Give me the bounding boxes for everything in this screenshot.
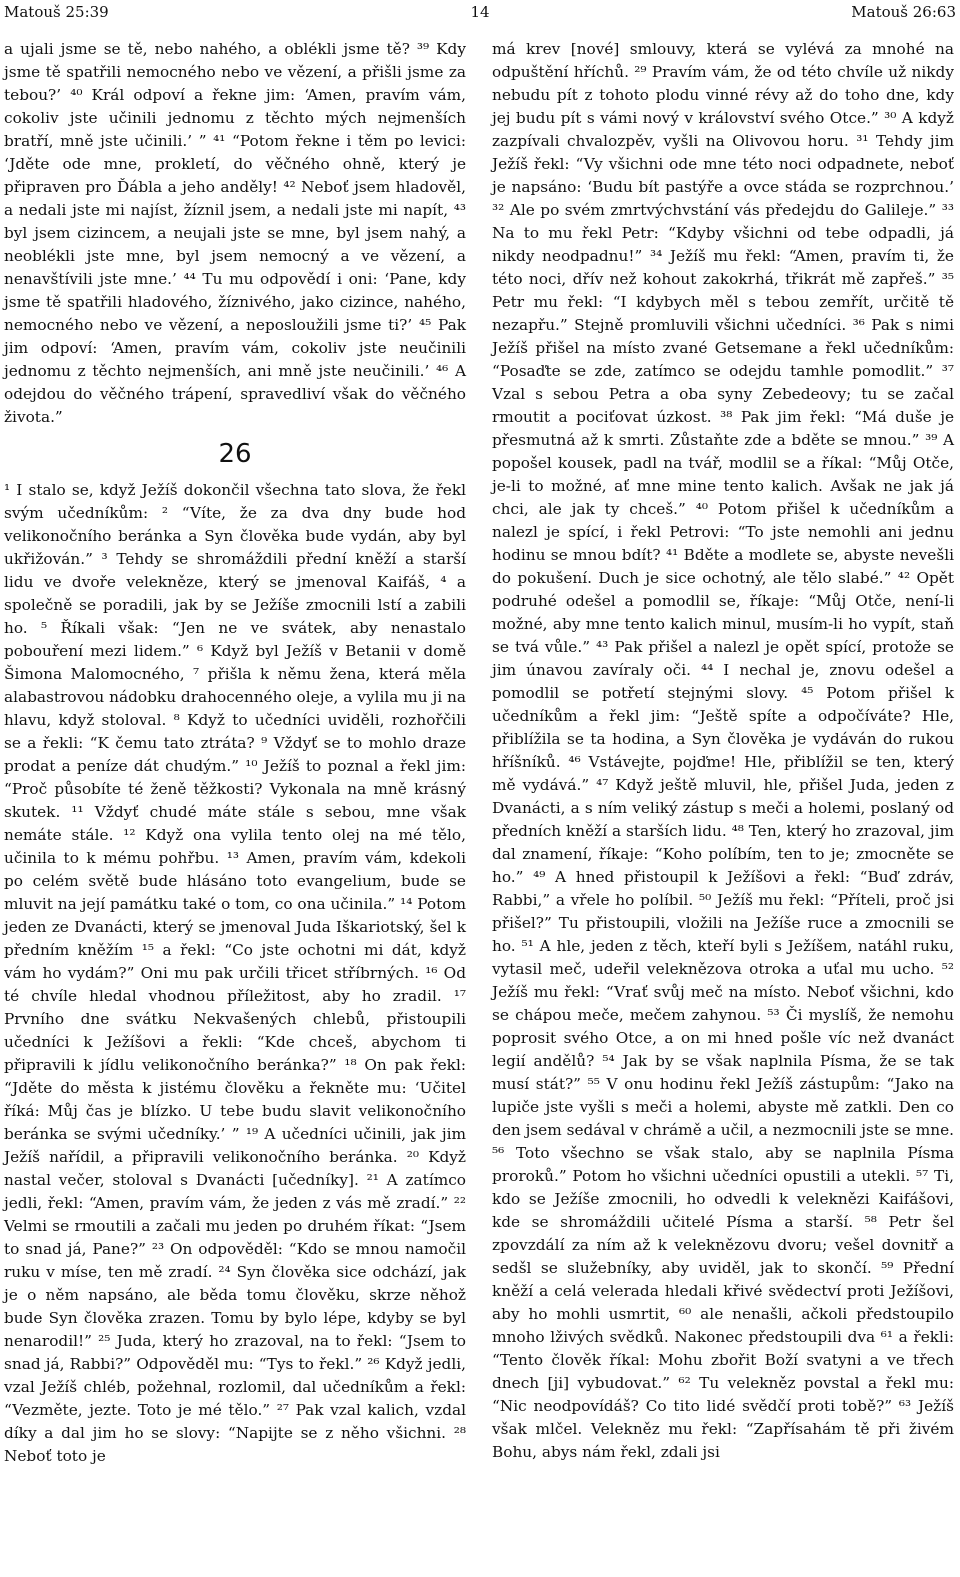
verse-text-chapter-26-start: ¹ I stalo se, když Ježíš dokončil všechna tato slova, že řekl svým učedníkům: ² “Víte, že za dva dny bude hod velikonočního beránka a Syn člověka bude vydán, aby byl ukřižován.” ³ Tehdy se shromáždili přední kněží a starší lidu ve dvoře velekněze, který se jmenoval Kaifáš, ⁴ a společně se poradili, jak by se Ježíše zmocnili lstí a zabili ho. ⁵ Říkali však: “Jen ne ve svátek, aby nenastalo pobouření mezi lidem.” ⁶ Když byl Ježíš v Betanii v domě Šimona Malomocného, ⁷ přišla k němu žena, která měla alabastrovou nádobku drahocenného oleje, a vylila mu ji na hlavu, když stoloval. ⁸ Když to učedníci uviděli, rozhořčili se a řekli: “K čemu tato ztráta? ⁹ Vždyť se to mohlo draze prodat a peníze dát chudým.” ¹⁰ Ježíš to poznal a řekl jim: “Proč působíte té ženě těžkosti? Vykonala na mně krásný skutek. ¹¹ Vždyť chudé máte stále s sebou, mne však nemáte stále. ¹² Když ona vylila tento olej na mé tělo, učinila to k mému pohřbu. ¹³ Amen, pravím vám, kdekoli po celém světě bude hlásáno toto evangelium, bude se mluvit na její památku také o tom, co ona učinila.” ¹⁴ Potom jeden ze Dvanácti, který se jmenoval Juda Iškariotský, šel k předním kněžím ¹⁵ a řekl: “Co jste ochotni mi dát, když vám ho vydám?” Oni mu pak určili třicet stříbrných. ¹⁶ Od té chvíle hledal vhodnou příležitost, aby ho zradil. ¹⁷ Prvního dne svátku Nekvašených chlebů, přistoupili učedníci k Ježíšovi a řekli: “Kde chceš, abychom ti připravili k jídlu velikonočního beránka?” ¹⁸ On pak řekl: “Jděte do města k jistému člověku a řekněte mu: ‘Učitel říká: Můj čas je blízko. U tebe budu slavit velikonočního beránka se svými učedníky.’ ” ¹⁹ A učedníci učinili, jak jim Ježíš nařídil, a připravili velikonočního beránka. ²⁰ Když nastal večer, stoloval s Dvanácti [učedníky]. ²¹ A zatímco jedli, řekl: “Amen, pravím vám, že jeden z vás mě zradí.” ²² Velmi se rmoutili a začali mu jeden po druhém říkat: “Jsem to snad já, Pane?” ²³ On odpověděl: “Kdo se mnou namočil ruku v míse, ten mě zradí. ²⁴ Syn člověka sice odchází, jak je o něm napsáno, ale běda tomu člověku, skrze něhož bude Syn člověka zrazen. Tomu by bylo lépe, kdyby se byl nenarodil!” ²⁵ Juda, který ho zrazoval, na to řekl: “Jsem to snad já, Rabbi?” Odpověděl mu: “Tys to řekl.” ²⁶ Když jedli, vzal Ježíš chléb, požehnal, rozlomil, dal učedníkům a řekl: “Vezměte, jezte. Toto je mé tělo.” ²⁷ Pak vzal kalich, vzdal díky a dal jim ho se slovy: “Napijte se z něho všichni. ²⁸ Neboť toto je [4,481,466,1465]
left-column [4,38,466,1468]
right-column [492,38,954,1464]
chapter-number: 26 [218,439,252,469]
running-head-left: Matouš 25:39 [4,3,109,21]
page-header [4,2,956,26]
verse-text-chapter-25-end: a ujali jsme se tě, nebo nahého, a oblékli jsme tě? ³⁹ Kdy jsme tě spatřili nemocného nebo ve vězení, a přišli jsme za tebou?’ ⁴⁰ Král odpoví a řekne jim: ‘Amen, pravím vám, cokoliv jste učinili jednomu z těchto mých nejmenších bratří, mně jste učinili.’ ” ⁴¹ “Potom řekne i těm po levici: ‘Jděte ode mne, prokletí, do věčného ohně, který je připraven pro Ďábla a jeho anděly! ⁴² Neboť jsem hladověl, a nedali jste mi najíst, žíznil jsem, a nedali jste mi napít, ⁴³ byl jsem cizincem, a neujali jste se mne, byl jsem nahý, a neoblékli jste mne, byl jsem nemocný a ve vězení, a nenavštívili jste mne.’ ⁴⁴ Tu mu odpovědí i oni: ‘Pane, kdy jsme tě spatřili hladového, žíznivého, jako cizince, nahého, nemocného nebo ve vězení, a neposloužili jsme ti?’ ⁴⁵ Pak jim odpoví: ‘Amen, pravím vám, cokoliv jste neučinili jednomu z těchto nejmenších, ani mně jste neučinili.’ ⁴⁶ A odejdou do věčného trápení, spravedliví však do věčného života.” [4,40,466,426]
page-number: 14 [470,3,490,21]
running-head-right: Matouš 26:63 [851,3,956,21]
verse-text-right: má krev [nové] smlouvy, která se vylévá za mnohé na odpuštění hříchů. ²⁹ Pravím vám, že od této chvíle už nikdy nebudu pít z tohoto plodu vinné révy až do toho dne, kdy jej budu pít s vámi nový v království svého Otce.” ³⁰ A když zazpívali chvalozpěv, vyšli na Olivovou horu. ³¹ Tehdy jim Ježíš řekl: “Vy všichni ode mne této noci odpadnete, neboť je napsáno: ‘Budu bít pastýře a ovce stáda se rozprchnou.’ ³² Ale po svém zmrtvýchvstání vás předejdu do Galileje.” ³³ Na to mu řekl Petr: “Kdyby všichni od tebe odpadli, já nikdy neodpadnu!” ³⁴ Ježíš mu řekl: “Amen, pravím ti, že této noci, dřív než kohout zakokrhá, třikrát mě zapřeš.” ³⁵ Petr mu řekl: “I kdybych měl s tebou zemřít, určitě tě nezapřu.” Stejně promluvili všichni učedníci. ³⁶ Pak s nimi Ježíš přišel na místo zvané Getsemane a řekl učedníkům: “Posaďte se zde, zatímco se odejdu tamhle pomodlit.” ³⁷ Vzal s sebou Petra a oba syny Zebedeovy; tu se začal rmoutit a pociťovat úzkost. ³⁸ Pak jim řekl: “Má duše je přesmutná až k smrti. Zůstaňte zde a bděte se mnou.” ³⁹ A popošel kousek, padl na tvář, modlil se a říkal: “Můj Otče, je-li to možné, ať mne mine tento kalich. Avšak ne jak já chci, ale jak ty chceš.” ⁴⁰ Potom přišel k učedníkům a nalezl je spící, i řekl Petrovi: “To jste nemohli ani jednu hodinu se mnou bdít? ⁴¹ Bděte a modlete se, abyste nevešli do pokušení. Duch je sice ochotný, ale tělo slabé.” ⁴² Opět podruhé odešel a pomodlil se, říkaje: “Můj Otče, není-li možné, aby mne tento kalich minul, musím-li ho vypít, staň se tvá vůle.” ⁴³ Pak přišel a nalezl je opět spící, protože se jim únavou zavíraly oči. ⁴⁴ I nechal je, znovu odešel a pomodlil se potřetí stejnými slovy. ⁴⁵ Potom přišel k učedníkům a řekl jim: “Ještě spíte a odpočíváte? Hle, přiblížila se ta hodina, a Syn člověka je vydáván do rukou hříšníků. ⁴⁶ Vstávejte, pojďme! Hle, přiblížil se ten, který mě vydává.” ⁴⁷ Když ještě mluvil, hle, přišel Juda, jeden z Dvanácti, a s ním veliký zástup s meči a holemi, poslaný od předních kněží a starších lidu. ⁴⁸ Ten, který ho zrazoval, jim dal znamení, říkaje: “Koho políbím, ten to je; zmocněte se ho.” ⁴⁹ A hned přistoupil k Ježíšovi a řekl: “Buď zdráv, Rabbi,” a vřele ho políbil. ⁵⁰ Ježíš mu řekl: “Příteli, proč jsi přišel?” Tu přistoupili, vložili na Ježíše ruce a zmocnili se ho. ⁵¹ A hle, jeden z těch, kteří byli s Ježíšem, natáhl ruku, vytasil meč, udeřil veleknězova otroka a uťal mu ucho. ⁵² Ježíš mu řekl: “Vrať svůj meč na místo. Neboť všichni, kdo se chápou meče, mečem zahynou. ⁵³ Či myslíš, že nemohu poprosit svého Otce, a on mi hned pošle víc než dvanáct legií andělů? ⁵⁴ Jak by se však naplnila Písma, že se tak musí stát?” ⁵⁵ V onu hodinu řekl Ježíš zástupům: “Jako na lupiče jste vyšli s meči a holemi, abyste mě zatkli. Den co den jsem sedával v chrámě a učil, a nezmocnili jste se mne. ⁵⁶ Toto všechno se však stalo, aby se naplnila Písma proroků.” Potom ho všichni učedníci opustili a utekli. ⁵⁷ Ti, kdo se Ježíše zmocnili, ho odvedli k veleknězi Kaifášovi, kde se shromáždili učitelé Písma a starší. ⁵⁸ Petr šel zpovzdálí za ním až k veleknězovu dvoru; vešel dovnitř a sedšl se služebníky, aby uviděl, jak to skončí. ⁵⁹ Přední kněží a celá velerada hledali křivé svědectví proti Ježíšovi, aby ho mohli usmrtit, ⁶⁰ ale nenašli, ačkoli předstoupilo mnoho lživých svědků. Nakonec předstoupili dva ⁶¹ a řekli: “Tento člověk říkal: Mohu zbořit Boží svatyni a ve třech dnech [ji] vybudovat.” ⁶² Tu velekněz povstal a řekl mu: “Nic neodpovídáš? Co tito lidé svědčí proti tobě?” ⁶³ Ježíš však mlčel. Velekněz mu řekl: “Zapřísahám tě při živém Bohu, abys nám řekl, zdali jsi [492,40,954,1461]
